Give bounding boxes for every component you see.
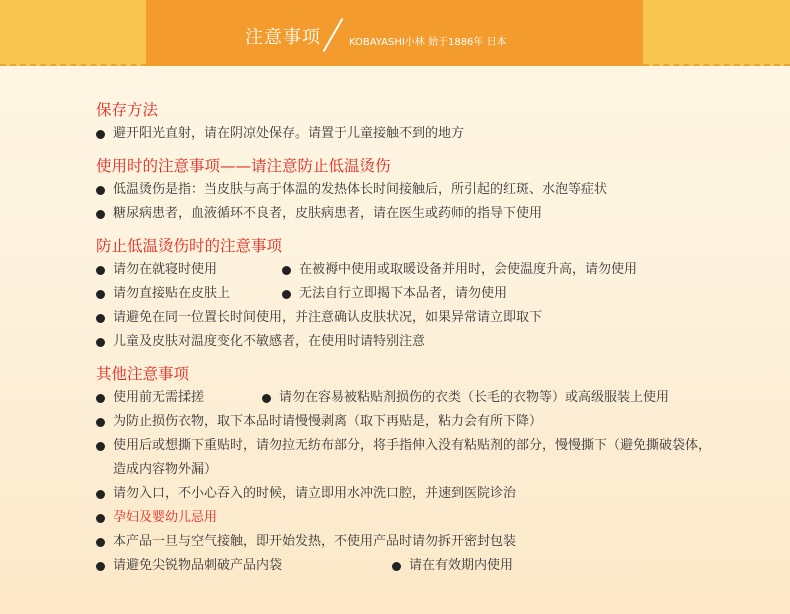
list-item: 请勿直接贴在皮肤上 (96, 282, 282, 306)
list-item: 请避免在同一位置长时间使用，并注意确认皮肤状况，如果异常请立即取下 (96, 306, 542, 330)
bullet-icon (96, 266, 105, 275)
list-item: 无法自行立即揭下本品者，请勿使用 (282, 282, 507, 306)
bullet-icon (96, 290, 105, 299)
bullet-icon (96, 338, 105, 347)
list-item-warning: 孕妇及婴幼儿忌用 (96, 506, 217, 530)
bullet-icon (96, 314, 105, 323)
list-item: 请在有效期内使用 (392, 554, 513, 578)
brand-subtitle: KOBAYASHI小林 始于1886年 日本 (349, 37, 507, 48)
list-item: 使用前无需揉搓 (96, 386, 262, 410)
bullet-icon (96, 130, 105, 139)
page-title: 注意事项 (245, 27, 321, 48)
bullet-icon (96, 490, 105, 499)
list-item: 避开阳光直射，请在阴凉处保存。请置于儿童接触不到的地方 (96, 122, 464, 146)
title-divider (323, 18, 344, 52)
bullet-icon (96, 394, 105, 403)
list-item: 请勿在容易被粘贴剂损伤的衣类（长毛的衣物等）或高级服装上使用 (262, 386, 669, 410)
bullet-icon (96, 514, 105, 523)
section-title: 防止低温烫伤时的注意事项 (96, 237, 283, 255)
list-item: 在被褥中使用或取暖设备并用时，会使温度升高，请勿使用 (282, 258, 637, 282)
section-storage (96, 98, 756, 146)
bullet-icon (262, 394, 271, 403)
section-title: 使用时的注意事项——请注意防止低温烫伤 (96, 157, 391, 175)
section-title: 其他注意事项 (96, 365, 190, 383)
bullet-icon (96, 210, 105, 219)
header-title-box (146, 0, 643, 66)
list-item: 使用后或想撕下重贴时，请勿拉无纺布部分，将手指伸入没有粘贴剂的部分，慢慢撕下（避免撕破袋体，造成内容物外漏） (96, 434, 716, 482)
bullet-icon (96, 562, 105, 571)
section-usage (96, 154, 756, 226)
list-item: 本产品一旦与空气接触，即开始发热，不使用产品时请勿拆开密封包装 (96, 530, 516, 554)
list-item: 为防止损伤衣物，取下本品时请慢慢剥离（取下再贴是，粘力会有所下降） (96, 410, 542, 434)
list-item: 请避免尖锐物品刺破产品内袋 (96, 554, 392, 578)
list-item: 糖尿病患者，血液循环不良者，皮肤病患者，请在医生或药师的指导下使用 (96, 202, 542, 226)
list-item: 低温烫伤是指：当皮肤与高于体温的发热体长时间接触后，所引起的红斑、水泡等症状 (96, 178, 607, 202)
list-item: 儿童及皮肤对温度变化不敏感者，在使用时请特别注意 (96, 330, 425, 354)
section-title: 保存方法 (96, 101, 159, 119)
bullet-icon (282, 266, 291, 275)
header-bar (0, 0, 790, 66)
bullet-icon (96, 442, 105, 451)
section-low-temp-burn (96, 234, 756, 354)
bullet-icon (96, 186, 105, 195)
list-item: 请勿在就寝时使用 (96, 258, 282, 282)
bullet-icon (392, 562, 401, 571)
notice-content (96, 98, 756, 578)
list-item: 请勿入口，不小心吞入的时候，请立即用水冲洗口腔，并速到医院诊治 (96, 482, 516, 506)
bullet-icon (282, 290, 291, 299)
section-other (96, 362, 756, 578)
bullet-icon (96, 418, 105, 427)
bullet-icon (96, 538, 105, 547)
